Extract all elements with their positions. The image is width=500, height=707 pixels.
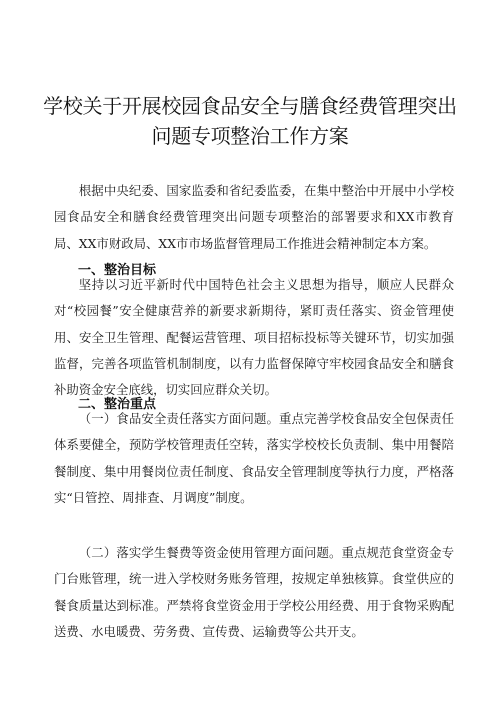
section-heading-goals: 一、整治目标 [78,263,157,278]
key-point-2-paragraph: （二）落实学生餐费等资金使用管理方面问题。重点规范食堂资金专门台账管理，统一进入学校财务账务管理，按规定单独核算。食堂供应的餐食质量达到标准。严禁将食堂资金用于学校公用经费、用于食物采购配送费、水电暖费、劳务费、宣传费、运输费等公共开支。 [54,545,454,639]
goals-paragraph: 坚持以习近平新时代中国特色社会主义思想为指导，顺应人民群众对“校园餐”安全健康营养的新要求新期待，紧盯责任落实、资金管理使用、安全卫生管理、配餐运营管理、项目招标投标等关键环节，切实加强监督，完善各项监管机制制度，以有力监督保障守牢校园食品安全和膳食补助资金安全底线，切实回应群众关切。 [54,277,454,398]
section-heading-key-points: 二、整治重点 [78,397,157,412]
document-title-line-1: 学校关于开展校园食品安全与膳食经费管理突出 [43,94,457,118]
document-title-line-2: 问题专项整治工作方案 [151,124,349,148]
intro-paragraph: 根据中央纪委、国家监委和省纪委监委，在集中整治中开展中小学校园食品安全和膳食经费管理突出问题专项整治的部署要求和XX市教育局、XX市财政局、XX市市场监督管理局工作推进会精神制定本方案。 [54,183,454,251]
key-point-1-paragraph: （一）食品安全责任落实方面问题。重点完善学校食品安全包保责任体系要健全，预防学校管理责任空转，落实学校校长负责制、集中用餐陪餐制度、集中用餐岗位责任制度、食品安全管理制度等执行力度，严格落实“日管控、周排查、月调度”制度。 [54,411,454,505]
